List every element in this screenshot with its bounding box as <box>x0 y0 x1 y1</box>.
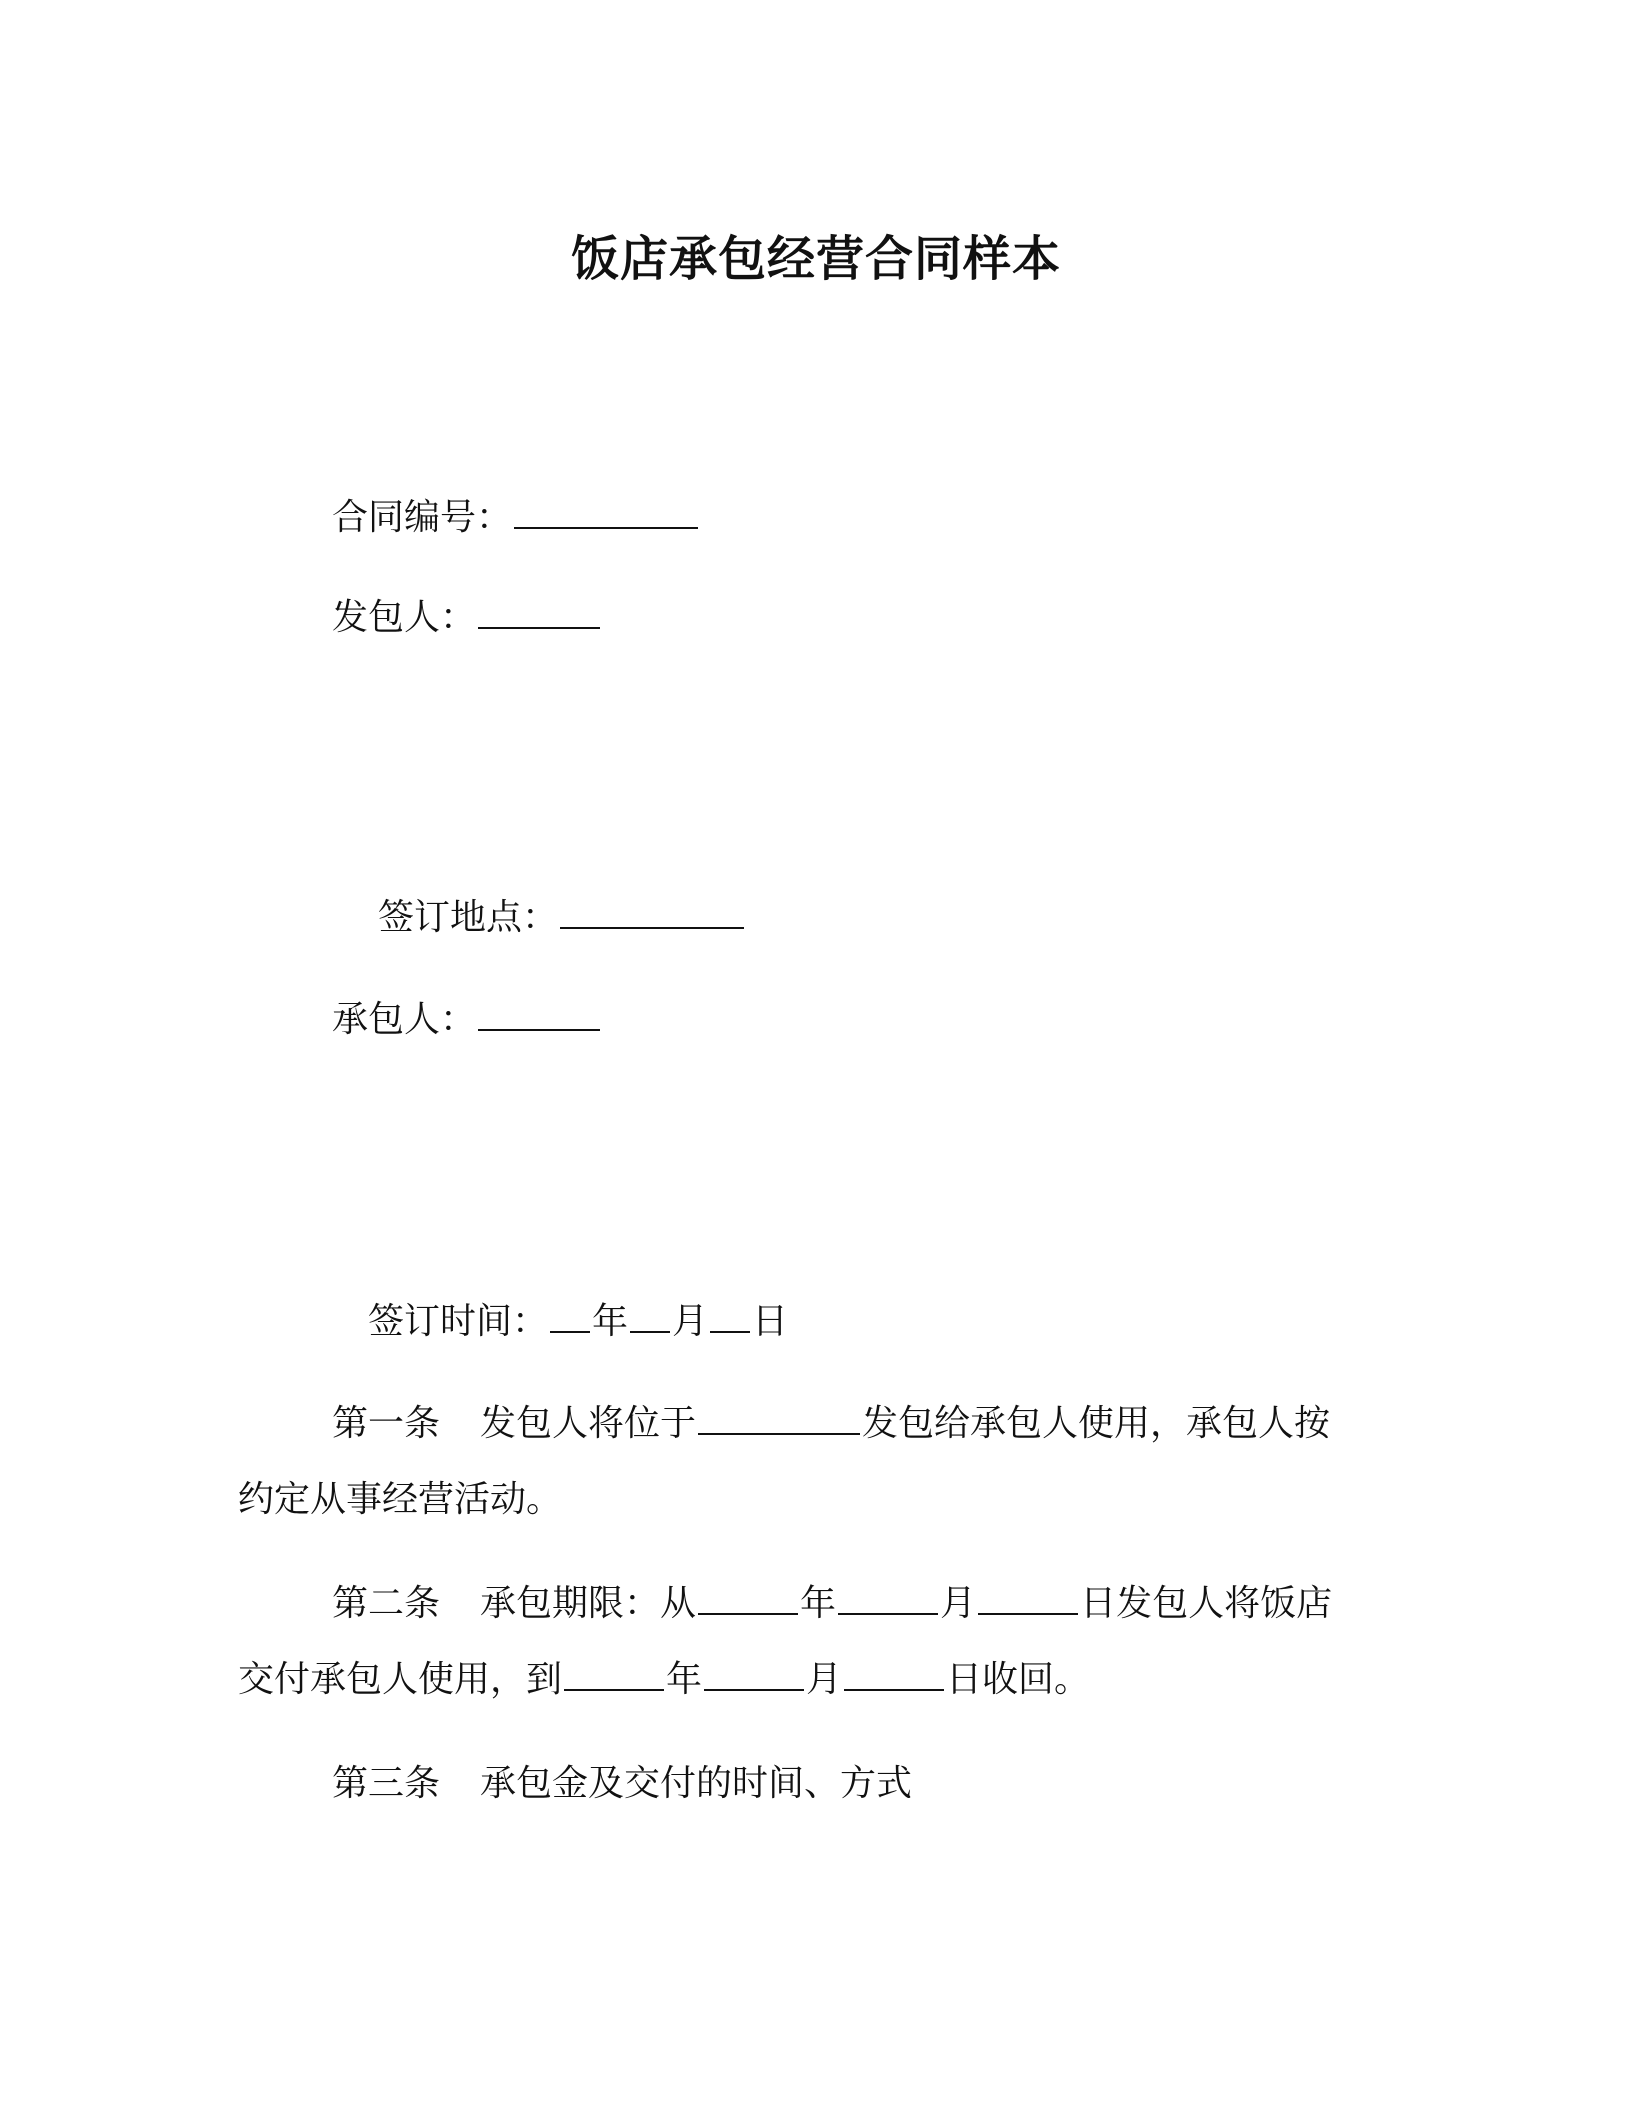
article2-line2 <box>238 1658 1090 1701</box>
article1-heading: 第一条 <box>332 1403 441 1444</box>
contract-number-blank[interactable] <box>514 497 698 529</box>
article2-end-day-blank[interactable] <box>844 1659 944 1691</box>
article2-end-year-blank[interactable] <box>564 1659 664 1691</box>
employer-label: 发包人： <box>332 597 477 638</box>
article3-text: 承包金及交付的时间、方式 <box>480 1763 913 1804</box>
article1-text-part1: 发包人将位于 <box>480 1403 697 1444</box>
article3-line <box>332 1762 912 1805</box>
article1-line1 <box>332 1402 1330 1445</box>
article2-month2-label: 月 <box>806 1659 843 1700</box>
sign-place-label: 签订地点： <box>378 897 559 938</box>
article2-text-part4: 日收回。 <box>946 1659 1091 1700</box>
sign-place-blank[interactable] <box>560 897 744 929</box>
article2-year2-label: 年 <box>666 1659 703 1700</box>
sign-month-blank[interactable] <box>630 1301 670 1333</box>
contract-number-label: 合同编号： <box>332 497 513 538</box>
article2-year-label: 年 <box>800 1583 837 1624</box>
sign-day-blank[interactable] <box>710 1301 750 1333</box>
article2-month-label: 月 <box>940 1583 977 1624</box>
article2-heading: 第二条 <box>332 1583 441 1624</box>
contractor-line <box>332 998 602 1041</box>
employer-blank[interactable] <box>478 597 600 629</box>
article2-text-part2: 日发包人将饭店 <box>1080 1583 1333 1624</box>
article2-end-month-blank[interactable] <box>704 1659 804 1691</box>
sign-time-label: 签订时间： <box>368 1301 549 1342</box>
article2-text-part3: 交付承包人使用，到 <box>238 1659 563 1700</box>
contractor-blank[interactable] <box>478 999 600 1031</box>
contractor-label: 承包人： <box>332 999 477 1040</box>
article2-line1 <box>332 1582 1332 1625</box>
article2-start-day-blank[interactable] <box>978 1583 1078 1615</box>
sign-month-label: 月 <box>672 1301 709 1342</box>
article2-start-month-blank[interactable] <box>838 1583 938 1615</box>
contract-number-line <box>332 496 700 539</box>
sign-time-line <box>368 1300 788 1343</box>
article2-text-part1: 承包期限：从 <box>480 1583 697 1624</box>
sign-year-blank[interactable] <box>550 1301 590 1333</box>
article2-start-year-blank[interactable] <box>698 1583 798 1615</box>
article1-text-part3: 约定从事经营活动。 <box>238 1479 563 1520</box>
document-title: 饭店承包经营合同样本 <box>570 231 1061 287</box>
employer-line <box>332 596 602 639</box>
sign-place-line <box>378 896 746 939</box>
article1-line2 <box>238 1478 562 1521</box>
article1-location-blank[interactable] <box>698 1403 860 1435</box>
article1-text-part2: 发包给承包人使用，承包人按 <box>862 1403 1331 1444</box>
article3-heading: 第三条 <box>332 1763 441 1804</box>
sign-year-label: 年 <box>592 1301 629 1342</box>
sign-day-label: 日 <box>752 1301 789 1342</box>
